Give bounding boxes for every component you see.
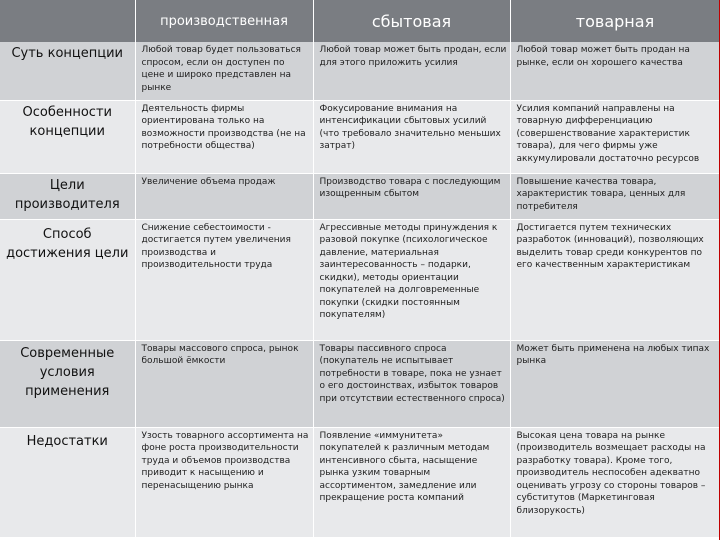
row-label: Цели производителя — [0, 173, 135, 219]
table-cell: Товары массового спроса, рынок большой ёмкости — [135, 340, 313, 427]
table-row — [0, 173, 720, 219]
table-cell: Любой товар будет пользоваться спросом, если он доступен по цене и широко представлен на рынке — [135, 42, 313, 100]
row-label: Способ достижения цели — [0, 219, 135, 340]
table-row — [0, 100, 720, 173]
table-row — [0, 427, 720, 537]
table-cell: Производство товара с последующим изощренным сбытом — [313, 173, 510, 219]
table-cell: Повышение качества товара, характеристик товара, ценных для потребителя — [510, 173, 720, 219]
table-cell: Снижение себестоимости - достигается путем увеличения производства и производительности труда — [135, 219, 313, 340]
header-production: производственная — [135, 0, 313, 42]
header-product: товарная — [510, 0, 720, 42]
row-label: Суть концепции — [0, 42, 135, 100]
table-cell: Товары пассивного спроса (покупатель не испытывает потребности в товаре, пока не узнает о его достоинствах, избыток товаров при отсутствии естественного спроса) — [313, 340, 510, 427]
row-label: Недостатки — [0, 427, 135, 537]
table-cell: Высокая цена товара на рынке (производитель возмещает расходы на разработку товара). Кроме того, производитель неспособен адекватно оценивать угрозу со стороны товаров – субститутов (Маркетинговая близорукость) — [510, 427, 720, 537]
table-cell: Фокусирование внимания на интенсификации сбытовых усилий (что требовало значительно меньших затрат) — [313, 100, 510, 173]
table-cell: Увеличение объема продаж — [135, 173, 313, 219]
table-cell: Усилия компаний направлены на товарную дифференциацию (совершенствование характеристик товара), для чего фирмы уже аккумулировали достаточно ресурсов — [510, 100, 720, 173]
header-corner — [0, 0, 135, 42]
table-cell: Достигается путем технических разработок (инноваций), позволяющих выделить товар среди конкурентов по его качественным характеристикам — [510, 219, 720, 340]
table-row — [0, 219, 720, 340]
table-row — [0, 42, 720, 100]
table-cell: Может быть применена на любых типах рынка — [510, 340, 720, 427]
header-sales: сбытовая — [313, 0, 510, 42]
row-label: Особенности концепции — [0, 100, 135, 173]
table-cell: Любой товар может быть продан на рынке, если он хорошего качества — [510, 42, 720, 100]
table-cell: Любой товар может быть продан, если для этого приложить усилия — [313, 42, 510, 100]
row-label: Современные условия применения — [0, 340, 135, 427]
table-cell: Агрессивные методы принуждения к разовой покупке (психологическое давление, материальная заинтересованность – подарки, скидки), методы ориентации покупателей на долговременные покупки (скидки постоянным покупателям) — [313, 219, 510, 340]
table-header-row — [0, 0, 720, 42]
table-cell: Деятельность фирмы ориентирована только на возможности производства (не на потребности общества) — [135, 100, 313, 173]
table-cell: Появление «иммунитета» покупателей к различным методам интенсивного сбыта, насыщение рынка узким товарным ассортиментом, замедление или прекращение роста компаний — [313, 427, 510, 537]
table-cell: Узость товарного ассортимента на фоне роста производительности труда и объемов производства приводит к насыщению и перенасыщению рынка — [135, 427, 313, 537]
table-row — [0, 340, 720, 427]
